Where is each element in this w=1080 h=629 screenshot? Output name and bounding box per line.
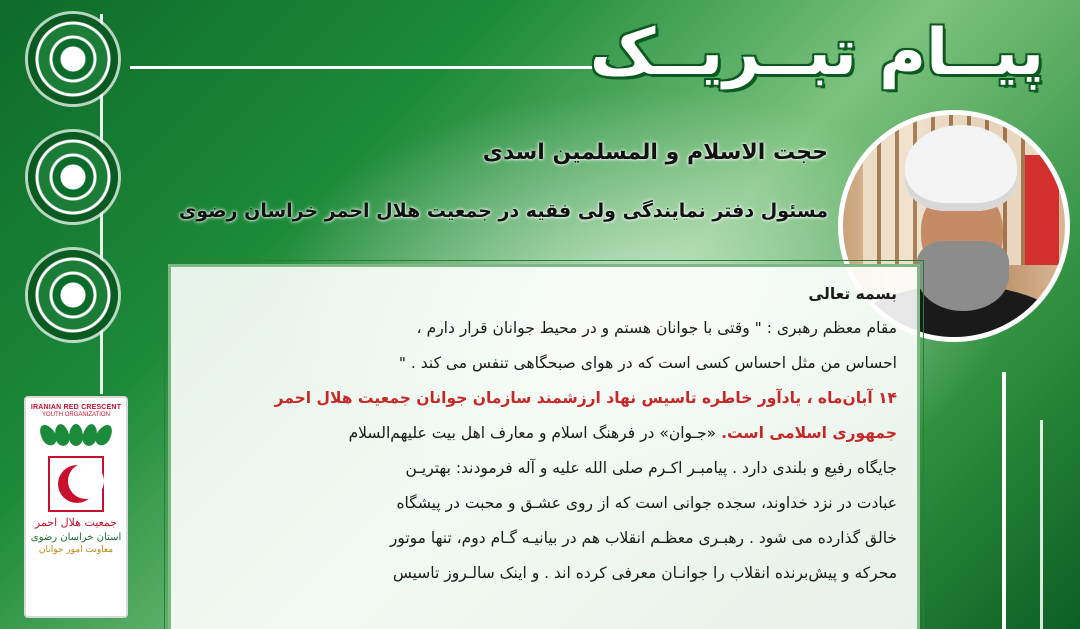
red-crescent-emblem — [48, 456, 104, 512]
message-line: جایگاه رفیع و بلندی دارد . پیامبـر اکـرم صلی الله علیه و آله فرمودند: بهتریـن — [405, 459, 897, 477]
message-line: بسمه تعالی — [808, 285, 897, 303]
logo-persian-line-2: استان خراسان رضوی — [30, 531, 122, 543]
logo-persian-line-3: معاونت امور جوانان — [38, 545, 114, 556]
message-line-highlight: جمهوری اسلامی است. — [721, 424, 897, 442]
rosette-ornament-icon — [28, 132, 118, 222]
message-box — [168, 264, 920, 629]
message-line: عبادت در نزد خداوند، سجده جوانی است که از روی عشـق و محبت در پیشگاه — [396, 494, 897, 512]
logo-english-line-2: YOUTH ORGANIZATION — [42, 412, 110, 418]
rosette-ornament-icon — [28, 14, 118, 104]
message-line-mixed — [185, 416, 897, 451]
person-name: حجت الاسلام و المسلمین اسدی — [482, 140, 828, 165]
crescent-icon — [58, 465, 96, 503]
decorative-line — [1040, 420, 1043, 629]
message-line: احساس من مثل احساس کسی است که در هوای صبحگاهی تنفس می کند . " — [398, 354, 897, 372]
message-line: مقام معظم رهبری : " وقتی با جوانان هستم و در محیط جوانان قرار دارم ، — [416, 319, 897, 337]
decorative-line — [1002, 372, 1006, 629]
flag-icon — [1025, 155, 1059, 265]
logo-english-line-1: IRANIAN RED CRESCENT — [30, 404, 122, 411]
person-position: مسئول دفتر نمایندگی ولی فقیه در جمعیت هلال احمر خراسان رضوی — [178, 200, 828, 222]
message-line: خالق گذارده می شود . رهبـری معظـم انقلاب هم در بیانیـه گـام دوم، تنها موتور — [389, 529, 897, 547]
rosette-ornament-icon — [28, 250, 118, 340]
logo-persian-line-1: جمعیت هلال احمر — [34, 516, 118, 529]
title-underline — [130, 66, 650, 69]
page-title: پیــام تبــریــک — [589, 16, 1044, 90]
logo-persian-text — [26, 516, 126, 556]
red-crescent-youth-logo — [24, 396, 128, 618]
leaves-icon — [41, 424, 111, 450]
message-line: «جـوان» در فرهنگ اسلام و معارف اهل بیت علیهم‌السلام — [348, 424, 717, 442]
message-line-highlight: ۱۴ آبان‌ماه ، یادآور خاطره تاسیس نهاد ارزشمند سازمان جوانان جمعیت هلال احمر — [274, 389, 897, 407]
message-text — [185, 281, 897, 591]
message-line: محرکه و پیش‌برنده انقلاب را جوانـان معرفی کرده اند . و اینک سالـروز تاسیس — [392, 564, 897, 582]
turban-icon — [905, 125, 1017, 211]
